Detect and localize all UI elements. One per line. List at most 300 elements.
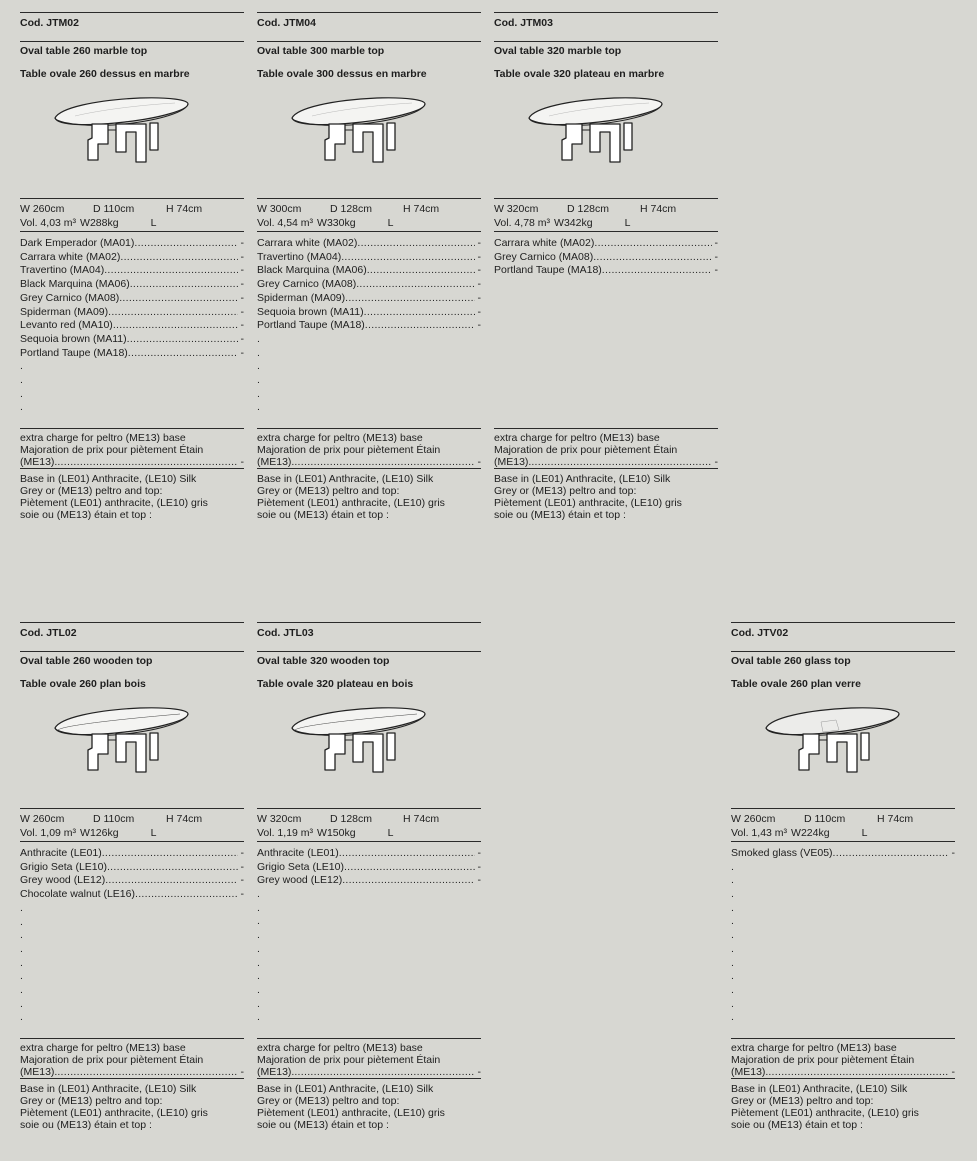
- volume-value: Vol. 4,03 m³: [20, 217, 77, 229]
- leader-dots: [768, 1066, 948, 1078]
- leader-dots: [102, 847, 238, 861]
- leader-dots: [135, 888, 238, 902]
- finish-label: Spiderman (MA09): [20, 305, 109, 318]
- empty-finish-row: .: [20, 360, 23, 373]
- empty-finish-row: .: [257, 332, 260, 345]
- volume-value: Vol. 1,09 m³: [20, 827, 77, 839]
- product-name-en: Oval table 260 glass top: [731, 651, 955, 678]
- extra-charge-row: [257, 456, 481, 468]
- extra-charge-block: [494, 428, 718, 469]
- dimensions-block: [257, 198, 481, 232]
- oval-table-illustration: [287, 90, 427, 170]
- empty-finish-row: .: [20, 374, 23, 387]
- empty-finish-row: .: [731, 888, 734, 901]
- empty-finish-row: .: [731, 1011, 734, 1024]
- empty-finish-row: .: [257, 929, 260, 942]
- size-value: L: [387, 217, 394, 229]
- finish-row: [20, 251, 244, 265]
- finish-label: Smoked glass (VE05): [731, 847, 833, 859]
- finish-label: Dark Emperador (MA01): [20, 237, 135, 249]
- size-value: L: [150, 217, 157, 229]
- price-dash: -: [240, 264, 244, 277]
- base-line: Base in (LE01) Anthracite, (LE10) Silk: [20, 1083, 197, 1095]
- base-line: Piètement (LE01) anthracite, (LE10) gris: [731, 1107, 919, 1119]
- finish-row: [257, 264, 481, 278]
- price-dash: -: [951, 847, 955, 859]
- finish-row: [494, 251, 718, 265]
- volume-value: Vol. 1,43 m³: [731, 827, 788, 839]
- empty-finish-row: .: [731, 997, 734, 1010]
- depth-value: D 128cm: [330, 813, 373, 825]
- leader-dots: [345, 292, 474, 306]
- base-line: Base in (LE01) Anthracite, (LE10) Silk: [731, 1083, 908, 1095]
- finish-row: [20, 319, 244, 333]
- empty-finish-row: .: [731, 942, 734, 955]
- base-line: Piètement (LE01) anthracite, (LE10) gris: [20, 497, 208, 509]
- empty-finish-row: .: [257, 346, 260, 359]
- product-code: Cod. JTM02: [20, 12, 244, 41]
- finish-row: [257, 861, 481, 875]
- leader-dots: [364, 306, 475, 320]
- oval-table-illustration: [50, 700, 190, 780]
- extra-charge-en: extra charge for peltro (ME13) base: [731, 1042, 897, 1054]
- finishes-list: [20, 232, 244, 428]
- size-value: L: [861, 827, 868, 839]
- price-dash: -: [477, 264, 481, 277]
- dimensions-block: [257, 808, 481, 842]
- base-line: Base in (LE01) Anthracite, (LE10) Silk: [20, 473, 197, 485]
- finish-label: Anthracite (LE01): [257, 847, 339, 859]
- price-dash: -: [240, 237, 244, 249]
- finish-label: Sequoia brown (MA11): [20, 332, 127, 345]
- table-drawing: [731, 696, 955, 808]
- empty-finish-row: .: [20, 901, 23, 914]
- depth-value: D 128cm: [567, 203, 610, 215]
- base-line: Grey or (ME13) peltro and top:: [20, 485, 163, 497]
- table-drawing: [494, 86, 718, 198]
- finish-row: [20, 278, 244, 292]
- base-line: soie ou (ME13) étain et top :: [20, 509, 152, 521]
- price-dash: -: [477, 250, 481, 263]
- finish-row: [20, 333, 244, 347]
- leader-dots: [105, 874, 237, 888]
- base-line: soie ou (ME13) étain et top :: [257, 509, 389, 521]
- leader-dots: [108, 306, 237, 320]
- price-dash: -: [240, 860, 244, 873]
- price-dash: -: [714, 250, 718, 263]
- price-dash: -: [477, 319, 481, 332]
- empty-finish-row: .: [257, 888, 260, 901]
- volume-value: Vol. 1,19 m³: [257, 827, 314, 839]
- product-name-en: Oval table 260 marble top: [20, 41, 244, 68]
- finish-row: [257, 251, 481, 265]
- product-code: Cod. JTV02: [731, 622, 955, 651]
- height-value: H 74cm: [640, 203, 677, 215]
- empty-finish-row: .: [257, 1011, 260, 1024]
- finish-row: [731, 847, 955, 861]
- height-value: H 74cm: [403, 203, 440, 215]
- price-dash: -: [477, 291, 481, 304]
- width-value: W 320cm: [494, 203, 539, 215]
- price-dash: -: [477, 305, 481, 318]
- empty-finish-row: .: [731, 874, 734, 887]
- leader-dots: [104, 264, 237, 278]
- price-dash: -: [477, 237, 481, 249]
- size-value: L: [624, 217, 631, 229]
- finish-label: Anthracite (LE01): [20, 847, 102, 859]
- finish-label: Spiderman (MA09): [257, 291, 346, 304]
- width-value: W 260cm: [20, 813, 65, 825]
- size-value: L: [387, 827, 394, 839]
- finish-label: Grey Carnico (MA08): [494, 250, 594, 263]
- product-card-jtl03: [257, 622, 481, 1131]
- price-dash: -: [240, 456, 244, 468]
- product-name-fr: Table ovale 300 dessus en marbre: [257, 68, 427, 80]
- leader-dots: [113, 319, 238, 333]
- finish-row: [257, 292, 481, 306]
- oval-table-illustration: [287, 700, 427, 780]
- finish-label: Carrara white (MA02): [257, 237, 358, 249]
- weight-value: W150kg: [317, 827, 356, 839]
- finishes-list: [20, 842, 244, 1038]
- finish-label: Grigio Seta (LE10): [257, 860, 344, 873]
- product-name-fr: Table ovale 260 dessus en marbre: [20, 68, 190, 80]
- leader-dots: [339, 847, 475, 861]
- price-dash: -: [477, 874, 481, 887]
- dimensions-block: [20, 808, 244, 842]
- leader-dots: [602, 264, 712, 278]
- finish-row: [494, 237, 718, 251]
- price-dash: -: [240, 305, 244, 318]
- height-value: H 74cm: [166, 203, 203, 215]
- product-card-jtm03: [494, 12, 718, 521]
- extra-charge-code: (ME13).: [20, 456, 58, 468]
- leader-dots: [57, 1066, 237, 1078]
- extra-charge-en: extra charge for peltro (ME13) base: [494, 432, 660, 444]
- price-dash: -: [240, 1066, 244, 1078]
- table-drawing: [257, 696, 481, 808]
- leader-dots: [593, 251, 711, 265]
- empty-finish-row: .: [20, 929, 23, 942]
- extra-charge-block: [257, 428, 481, 469]
- table-drawing: [257, 86, 481, 198]
- leader-dots: [344, 861, 475, 875]
- height-value: H 74cm: [403, 813, 440, 825]
- finish-label: Portland Taupe (MA18): [494, 264, 602, 277]
- base-line: Piètement (LE01) anthracite, (LE10) gris: [20, 1107, 208, 1119]
- base-description: [494, 469, 718, 521]
- base-line: Piètement (LE01) anthracite, (LE10) gris: [257, 1107, 445, 1119]
- empty-finish-row: .: [731, 915, 734, 928]
- finish-row: [257, 306, 481, 320]
- leader-dots: [531, 456, 711, 468]
- leader-dots: [127, 333, 238, 347]
- product-name-en: Oval table 320 wooden top: [257, 651, 481, 678]
- weight-value: W330kg: [317, 217, 356, 229]
- price-dash: -: [240, 319, 244, 332]
- finish-label: Black Marquina (MA06): [257, 264, 367, 277]
- product-name-fr: Table ovale 260 plan bois: [20, 678, 146, 690]
- size-value: L: [150, 827, 157, 839]
- leader-dots: [367, 264, 475, 278]
- leader-dots: [341, 251, 474, 265]
- price-dash: -: [240, 847, 244, 859]
- base-line: soie ou (ME13) étain et top :: [731, 1119, 863, 1131]
- finishes-list: [494, 232, 718, 428]
- price-dash: -: [714, 264, 718, 277]
- price-dash: -: [240, 278, 244, 291]
- empty-finish-row: .: [20, 915, 23, 928]
- weight-value: W342kg: [554, 217, 593, 229]
- oval-table-illustration: [761, 700, 901, 780]
- extra-charge-row: [494, 456, 718, 468]
- price-dash: -: [714, 456, 718, 468]
- finishes-list: [257, 842, 481, 1038]
- extra-charge-row: [257, 1066, 481, 1078]
- finish-row: [20, 237, 244, 251]
- leader-dots: [357, 237, 474, 251]
- finish-row: [20, 861, 244, 875]
- extra-charge-row: [731, 1066, 955, 1078]
- leader-dots: [833, 847, 949, 861]
- finish-label: Grey Carnico (MA08): [257, 278, 357, 291]
- finish-label: Sequoia brown (MA11): [257, 305, 364, 318]
- price-dash: -: [477, 1066, 481, 1078]
- empty-finish-row: .: [257, 983, 260, 996]
- price-dash: -: [240, 888, 244, 901]
- empty-finish-row: .: [257, 360, 260, 373]
- extra-charge-block: [20, 428, 244, 469]
- base-line: Grey or (ME13) peltro and top:: [731, 1095, 874, 1107]
- price-dash: -: [240, 346, 244, 359]
- height-value: H 74cm: [877, 813, 914, 825]
- empty-finish-row: .: [20, 997, 23, 1010]
- depth-value: D 128cm: [330, 203, 373, 215]
- leader-dots: [119, 292, 237, 306]
- extra-charge-code: (ME13).: [20, 1066, 58, 1078]
- product-name-en: Oval table 320 marble top: [494, 41, 718, 68]
- leader-dots: [342, 874, 474, 888]
- finish-label: Chocolate walnut (LE16): [20, 888, 135, 901]
- base-line: Piètement (LE01) anthracite, (LE10) gris: [494, 497, 682, 509]
- base-line: Base in (LE01) Anthracite, (LE10) Silk: [257, 1083, 434, 1095]
- product-code: Cod. JTL03: [257, 622, 481, 651]
- extra-charge-fr: Majoration de prix pour piètement Étain: [20, 444, 204, 456]
- extra-charge-block: [731, 1038, 955, 1079]
- empty-finish-row: .: [257, 915, 260, 928]
- product-card-jtm04: [257, 12, 481, 521]
- height-value: H 74cm: [166, 813, 203, 825]
- empty-finish-row: .: [257, 997, 260, 1010]
- base-line: Grey or (ME13) peltro and top:: [20, 1095, 163, 1107]
- finishes-list: [731, 842, 955, 1038]
- empty-finish-row: .: [20, 942, 23, 955]
- oval-table-illustration: [50, 90, 190, 170]
- price-dash: -: [240, 250, 244, 263]
- empty-finish-row: .: [257, 901, 260, 914]
- empty-finish-row: .: [731, 901, 734, 914]
- finish-label: Carrara white (MA02): [494, 237, 595, 249]
- finish-row: [257, 237, 481, 251]
- product-name-fr: Table ovale 320 plateau en marbre: [494, 68, 665, 80]
- finish-row: [20, 264, 244, 278]
- leader-dots: [128, 347, 238, 361]
- extra-charge-row: [20, 456, 244, 468]
- base-line: Piètement (LE01) anthracite, (LE10) gris: [257, 497, 445, 509]
- empty-finish-row: .: [257, 387, 260, 400]
- extra-charge-block: [257, 1038, 481, 1079]
- width-value: W 320cm: [257, 813, 302, 825]
- finish-row: [20, 306, 244, 320]
- empty-finish-row: .: [731, 860, 734, 873]
- price-dash: -: [240, 332, 244, 345]
- empty-finish-row: .: [20, 983, 23, 996]
- finish-row: [257, 874, 481, 888]
- leader-dots: [594, 237, 711, 251]
- finish-label: Levanto red (MA10): [20, 319, 113, 332]
- extra-charge-code: (ME13).: [731, 1066, 769, 1078]
- extra-charge-fr: Majoration de prix pour piètement Étain: [257, 444, 441, 456]
- leader-dots: [120, 251, 237, 265]
- empty-finish-row: .: [257, 970, 260, 983]
- empty-finish-row: .: [257, 401, 260, 414]
- leader-dots: [365, 319, 475, 333]
- empty-finish-row: .: [20, 387, 23, 400]
- table-drawing: [20, 696, 244, 808]
- depth-value: D 110cm: [93, 813, 135, 825]
- table-drawing: [20, 86, 244, 198]
- finish-row: [257, 847, 481, 861]
- volume-value: Vol. 4,78 m³: [494, 217, 551, 229]
- base-line: Grey or (ME13) peltro and top:: [257, 1095, 400, 1107]
- empty-finish-row: .: [20, 401, 23, 414]
- base-line: soie ou (ME13) étain et top :: [20, 1119, 152, 1131]
- base-line: Grey or (ME13) peltro and top:: [494, 485, 637, 497]
- volume-value: Vol. 4,54 m³: [257, 217, 314, 229]
- finish-label: Portland Taupe (MA18): [257, 319, 365, 332]
- width-value: W 260cm: [20, 203, 65, 215]
- empty-finish-row: .: [731, 956, 734, 969]
- price-dash: -: [477, 456, 481, 468]
- extra-charge-en: extra charge for peltro (ME13) base: [257, 432, 423, 444]
- empty-finish-row: .: [731, 970, 734, 983]
- finish-row: [257, 278, 481, 292]
- price-dash: -: [477, 860, 481, 873]
- finish-label: Travertino (MA04): [257, 250, 342, 263]
- price-dash: -: [240, 874, 244, 887]
- leader-dots: [107, 861, 238, 875]
- finishes-list: [257, 232, 481, 428]
- extra-charge-code: (ME13).: [257, 1066, 295, 1078]
- dimensions-block: [731, 808, 955, 842]
- dimensions-block: [494, 198, 718, 232]
- empty-finish-row: .: [257, 956, 260, 969]
- depth-value: D 110cm: [93, 203, 135, 215]
- weight-value: W126kg: [80, 827, 119, 839]
- extra-charge-en: extra charge for peltro (ME13) base: [257, 1042, 423, 1054]
- leader-dots: [134, 237, 237, 251]
- price-dash: -: [714, 237, 718, 249]
- empty-finish-row: .: [257, 942, 260, 955]
- price-dash: -: [240, 291, 244, 304]
- weight-value: W288kg: [80, 217, 119, 229]
- product-name-fr: Table ovale 260 plan verre: [731, 678, 861, 690]
- depth-value: D 110cm: [804, 813, 846, 825]
- base-line: Base in (LE01) Anthracite, (LE10) Silk: [257, 473, 434, 485]
- width-value: W 260cm: [731, 813, 776, 825]
- base-line: soie ou (ME13) étain et top :: [494, 509, 626, 521]
- leader-dots: [294, 456, 474, 468]
- product-card-jtv02: [731, 622, 955, 1131]
- finish-row: [20, 874, 244, 888]
- finish-label: Black Marquina (MA06): [20, 278, 130, 291]
- width-value: W 300cm: [257, 203, 302, 215]
- base-description: [20, 1079, 244, 1131]
- empty-finish-row: .: [731, 929, 734, 942]
- extra-charge-fr: Majoration de prix pour piètement Étain: [731, 1054, 915, 1066]
- empty-finish-row: .: [20, 1011, 23, 1024]
- finish-label: Grey wood (LE12): [20, 874, 106, 887]
- base-line: Base in (LE01) Anthracite, (LE10) Silk: [494, 473, 671, 485]
- finish-label: Travertino (MA04): [20, 264, 105, 277]
- extra-charge-row: [20, 1066, 244, 1078]
- oval-table-illustration: [524, 90, 664, 170]
- leader-dots: [130, 278, 238, 292]
- base-description: [257, 1079, 481, 1131]
- empty-finish-row: .: [257, 373, 260, 386]
- product-code: Cod. JTM03: [494, 12, 718, 41]
- leader-dots: [294, 1066, 474, 1078]
- extra-charge-fr: Majoration de prix pour piètement Étain: [257, 1054, 441, 1066]
- base-description: [20, 469, 244, 521]
- extra-charge-code: (ME13).: [494, 456, 532, 468]
- product-name-en: Oval table 260 wooden top: [20, 651, 244, 678]
- leader-dots: [57, 456, 237, 468]
- extra-charge-block: [20, 1038, 244, 1079]
- finish-label: Grigio Seta (LE10): [20, 860, 107, 873]
- dimensions-block: [20, 198, 244, 232]
- product-code: Cod. JTM04: [257, 12, 481, 41]
- extra-charge-fr: Majoration de prix pour piètement Étain: [20, 1054, 204, 1066]
- empty-finish-row: .: [20, 956, 23, 969]
- leader-dots: [356, 278, 474, 292]
- empty-finish-row: .: [731, 983, 734, 996]
- product-name-fr: Table ovale 320 plateau en bois: [257, 678, 414, 690]
- finish-label: Carrara white (MA02): [20, 250, 121, 263]
- base-line: Grey or (ME13) peltro and top:: [257, 485, 400, 497]
- base-line: soie ou (ME13) étain et top :: [257, 1119, 389, 1131]
- finish-row: [20, 347, 244, 361]
- finish-row: [257, 319, 481, 333]
- base-description: [731, 1079, 955, 1131]
- finish-row: [494, 264, 718, 278]
- finish-row: [20, 292, 244, 306]
- price-dash: -: [951, 1066, 955, 1078]
- weight-value: W224kg: [791, 827, 830, 839]
- extra-charge-en: extra charge for peltro (ME13) base: [20, 432, 186, 444]
- price-dash: -: [477, 847, 481, 859]
- product-card-jtm02: [20, 12, 244, 521]
- finish-label: Grey wood (LE12): [257, 874, 343, 887]
- finish-row: [20, 847, 244, 861]
- product-name-en: Oval table 300 marble top: [257, 41, 481, 68]
- finish-label: Grey Carnico (MA08): [20, 291, 120, 304]
- empty-finish-row: .: [20, 970, 23, 983]
- extra-charge-en: extra charge for peltro (ME13) base: [20, 1042, 186, 1054]
- price-dash: -: [477, 278, 481, 291]
- finish-label: Portland Taupe (MA18): [20, 346, 128, 359]
- extra-charge-fr: Majoration de prix pour piètement Étain: [494, 444, 678, 456]
